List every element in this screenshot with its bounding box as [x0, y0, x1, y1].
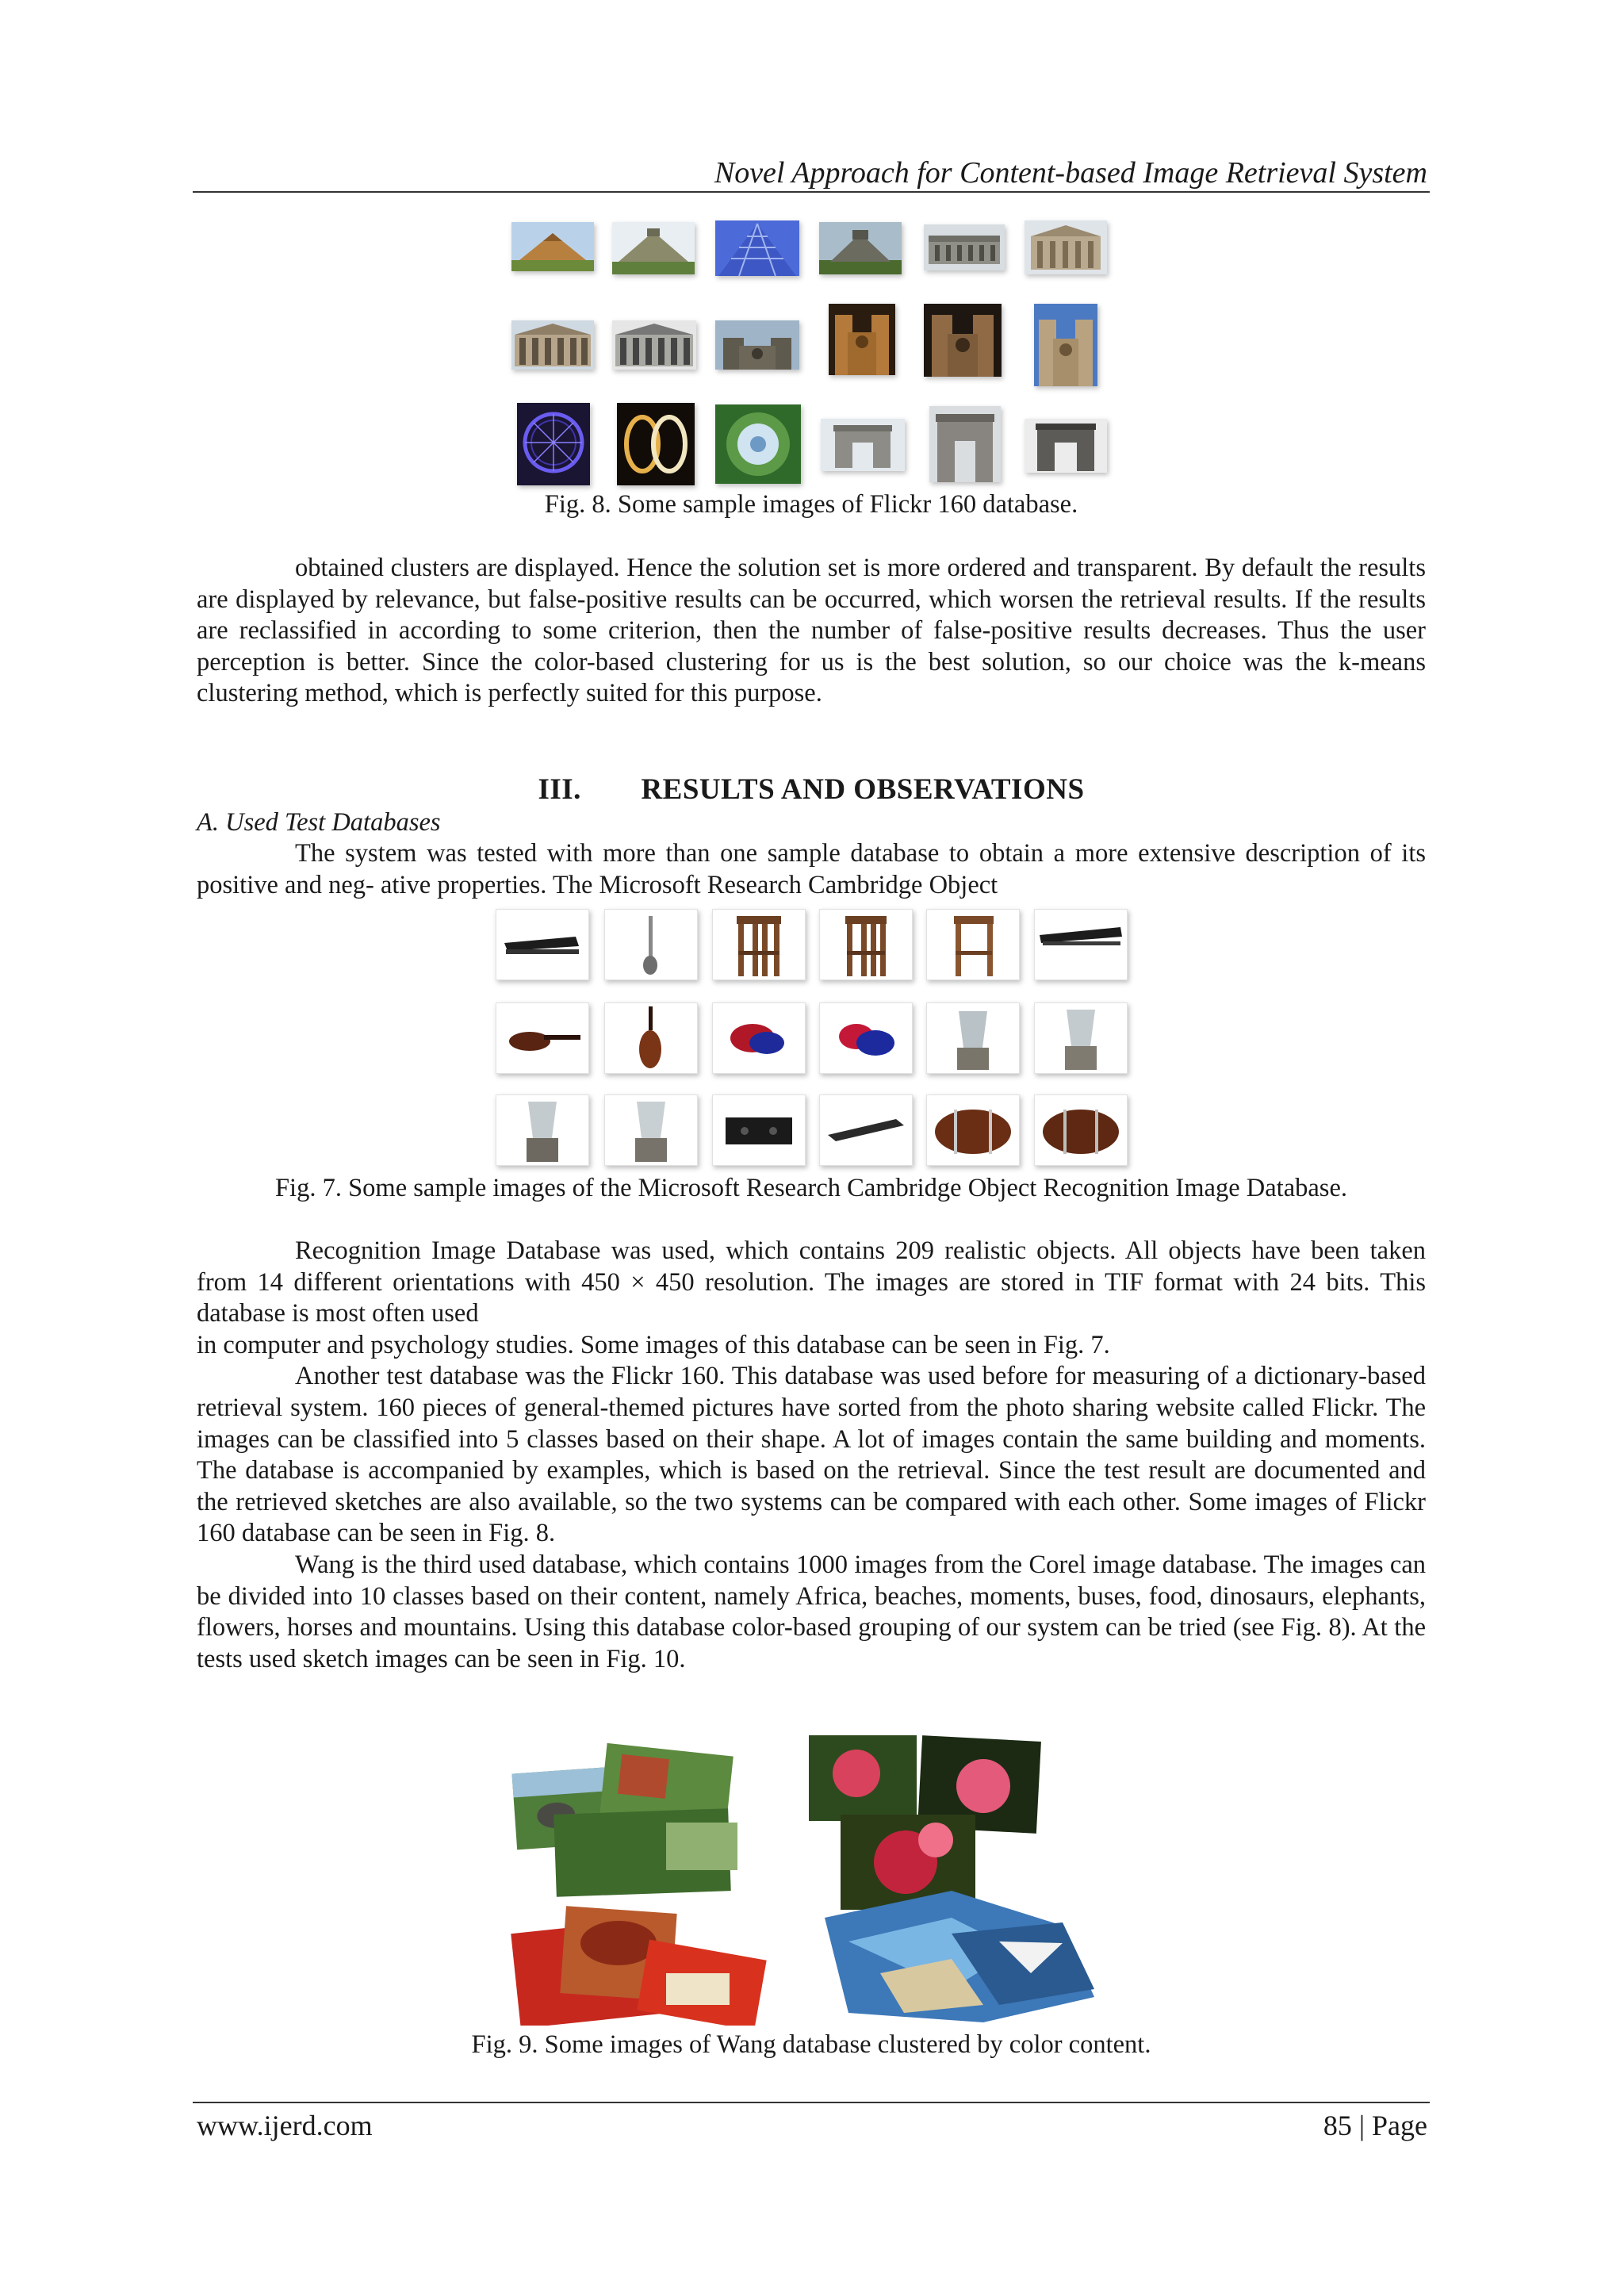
fig7-caption: Fig. 7. Some sample images of the Microsoft Research Cambridge Object Recognition Image Database.	[274, 1174, 1347, 1202]
flickr-thumb-notre-dame-2	[924, 304, 1002, 377]
object-thumb-blender-3	[496, 1094, 589, 1166]
paragraph-text-flickr: Another test database was the Flickr 160. This database was used before for measuring of a dictionary-based retrieval system. 160 pieces of general-themed pictures have sorted from the photo sharing website called Flickr. The images can be classified into 5 classes based on their shape. A lot of images contain the same building and moments. The database is accompanied by examples, which is based on the retrieval. Since the test result are documented and the retrieved sketches are also available, so the two systems can be compared with each other. Some images of Flickr 160 database can be seen in Fig. 8.	[197, 1362, 1426, 1548]
object-thumb-stapler-2	[1034, 909, 1128, 980]
body-paragraph-obtained	[197, 553, 1426, 710]
flickr-thumb-arch-3	[1025, 419, 1107, 473]
object-thumb-blender-1	[926, 1002, 1020, 1074]
paragraph-text-wang: Wang is the third used database, which contains 1000 images from the Corel image database. The images can be divided into 10 classes based on their content, namely Africa, beaches, moments, buses, food, dinosaurs, elephants, flowers, horses and mountains. Using this database color-based grouping of our system can be tried (see Fig. 8). At the tests used sketch images can be seen in Fig. 10.	[197, 1550, 1426, 1673]
flickr-thumb-ferris-wheel	[517, 403, 590, 485]
object-thumb-spoon	[604, 909, 698, 980]
object-thumb-violin-2	[604, 1002, 698, 1074]
paragraph-text-cont: in computer and psychology studies. Some images of this database can be seen in Fig. 7.	[197, 1330, 1110, 1359]
running-title: Novel Approach for Content-based Image Retrieval System	[714, 156, 1427, 190]
flickr-thumb-temple-1	[511, 320, 594, 370]
flickr-thumb-arch-1	[821, 419, 905, 471]
object-thumb-blender-4	[604, 1094, 698, 1166]
flickr-thumb-cathedral-1	[715, 320, 799, 370]
object-thumb-violin-1	[496, 1002, 589, 1074]
section-heading	[197, 772, 1426, 808]
object-thumb-cassette	[712, 1094, 806, 1166]
flickr-thumb-temple-2	[612, 320, 696, 370]
object-thumb-remote	[819, 1094, 913, 1166]
flickr-thumb-notre-dame-3	[1034, 304, 1097, 386]
flickr-thumb-fisheye	[715, 404, 801, 484]
fig9-caption: Fig. 9. Some images of Wang database clustered by color content.	[471, 2030, 1151, 2059]
paragraph-text: Recognition Image Database was used, which contains 209 realistic objects. All objects have been taken from 14 different orientations with 450 × 450 resolution. The images are stored in TIF format with 24 bits. This database is most often used	[197, 1236, 1426, 1328]
object-thumb-cap-1	[712, 1002, 806, 1074]
section-number: III.	[538, 773, 581, 806]
flickr-thumb-building-2	[1025, 220, 1107, 274]
paragraph-text: obtained clusters are displayed. Hence the solution set is more ordered and transparent. By default the results are displayed by relevance, but false-positive results can be occurred, which worsen the retrieval results. If the results are reclassified in according to some criterion, then the number of false-positive results decreases. Thus the user perception is better. Since the color-based clustering for us is the best solution, so our choice was the k-means clustering method, which is perfectly suited for this purpose.	[197, 554, 1426, 708]
footer-rule	[193, 2102, 1430, 2103]
footer-page-number: 85 | Page	[1323, 2110, 1427, 2141]
flickr-thumb-notre-dame-night	[829, 304, 895, 375]
object-thumb-barrel-1	[926, 1094, 1020, 1166]
header-rule	[193, 191, 1430, 193]
body-paragraph-recognition	[197, 1236, 1426, 1675]
subsection-heading: A. Used Test Databases	[197, 808, 441, 837]
fig8-caption: Fig. 8. Some sample images of Flickr 160 database.	[544, 490, 1078, 519]
flickr-thumb-pyramid-3	[819, 222, 902, 274]
object-thumb-stool-3	[926, 909, 1020, 980]
object-thumb-stapler	[496, 909, 589, 980]
paragraph-text: The system was tested with more than one sample database to obtain a more extensive description of its positive and neg- ative properties. The Microsoft Research Cambridge Object	[197, 839, 1426, 899]
object-thumb-stool-1	[712, 909, 806, 980]
footer-url[interactable]: www.ijerd.com	[197, 2110, 373, 2141]
fig9-collage	[508, 1735, 1110, 2026]
flickr-thumb-wheel-rings	[617, 403, 695, 485]
section-title: RESULTS AND OBSERVATIONS	[641, 773, 1085, 806]
flickr-thumb-building-1	[924, 224, 1005, 270]
object-thumb-barrel-2	[1034, 1094, 1128, 1166]
flickr-thumb-arch-2	[929, 406, 1001, 482]
flickr-thumb-glass-pyramid	[715, 220, 799, 276]
flickr-thumb-pyramid-1	[511, 222, 594, 271]
object-thumb-stool-2	[819, 909, 913, 980]
body-paragraph-system	[197, 838, 1426, 901]
object-thumb-blender-2	[1034, 1002, 1128, 1074]
object-thumb-cap-2	[819, 1002, 913, 1074]
flickr-thumb-pyramid-2	[612, 222, 695, 274]
